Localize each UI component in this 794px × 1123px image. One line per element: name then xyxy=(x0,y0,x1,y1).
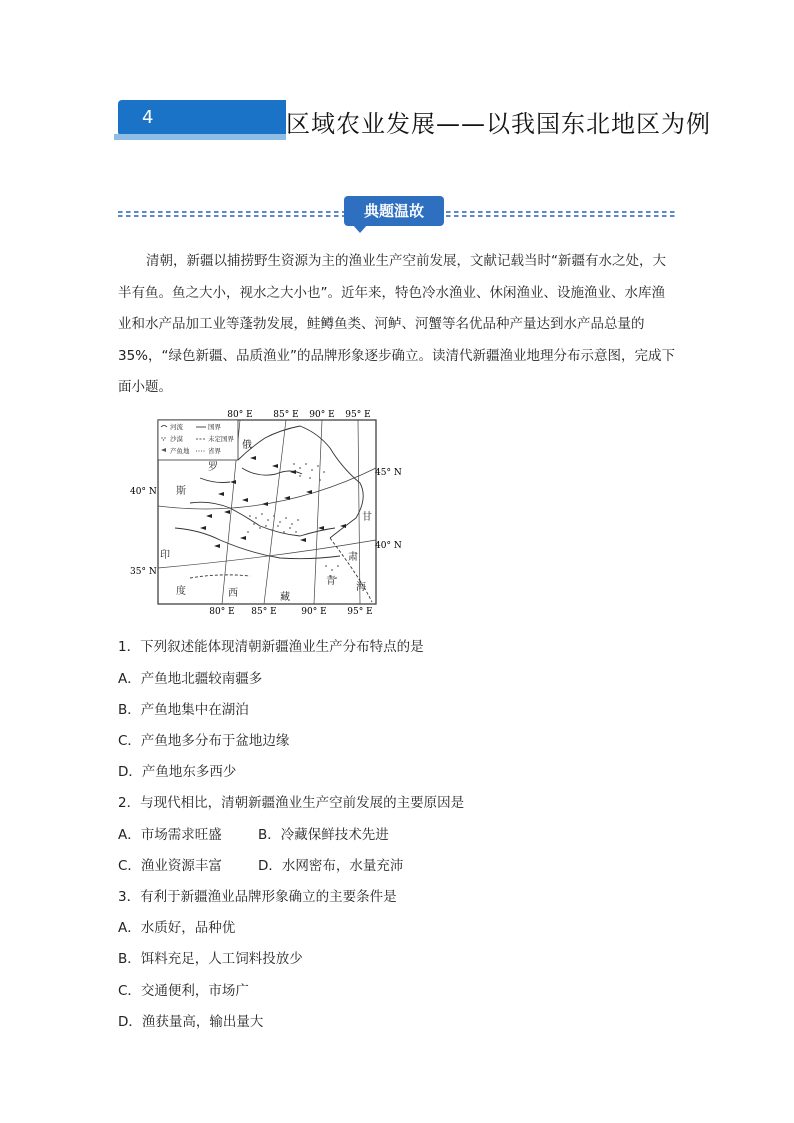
answer-option[interactable]: B．冷藏保鲜技术先进 xyxy=(258,827,389,843)
right-lat-label: 45° N xyxy=(375,468,402,478)
xinjiang-fishery-map xyxy=(130,408,402,617)
bottom-lon-label: 80° E xyxy=(209,607,235,617)
answer-option[interactable]: D．产鱼地东多西少 xyxy=(118,764,237,780)
reading-passage: 清朝，新疆以捕捞野生资源为主的渔业生产空前发展，文献记载当时“新疆有水之处，大半有鱼。鱼之大小，视水之大小也”。近年来，特色冷水渔业、休闲渔业、设施渔业、水库渔业和水产品加工业等蓬勃发展，鲑鳟鱼类、河鲈、河蟹等名优品种产量达到水产品总量的 35%，“绿色新疆、品质渔业”的品牌形象逐步确立。读清代新疆渔业地理分布示意图，完成下面小题。 xyxy=(118,253,675,395)
divider-right xyxy=(446,211,676,217)
map-label: 海 xyxy=(356,582,366,593)
legend-text: 国界 xyxy=(208,423,221,431)
top-lon-label: 80° E xyxy=(227,410,253,420)
map-label: 甘 xyxy=(362,512,372,523)
answer-option[interactable]: D．渔获量高，输出量大 xyxy=(118,1014,264,1030)
map-label: 西 xyxy=(228,588,238,599)
bottom-lon-label: 95° E xyxy=(347,607,373,617)
section-badge: 典题温故 xyxy=(344,196,444,226)
answer-option[interactable]: A．水质好，品种优 xyxy=(118,920,236,936)
answer-option[interactable]: B．产鱼地集中在湖泊 xyxy=(118,702,249,718)
top-lon-label: 85° E xyxy=(273,410,299,420)
map-label: 肃 xyxy=(348,552,358,563)
answer-option[interactable]: A．市场需求旺盛 xyxy=(118,827,222,843)
top-lon-label: 95° E xyxy=(345,410,371,420)
map-label: 度 xyxy=(176,586,186,597)
answer-option[interactable]: B．饵料充足，人工饲料投放少 xyxy=(118,951,303,967)
legend-text: 未定国界 xyxy=(208,435,234,443)
map-label: 俄 xyxy=(242,440,252,451)
top-lon-label: 90° E xyxy=(309,410,335,420)
divider-left xyxy=(118,211,344,217)
badge-shadow xyxy=(114,134,286,140)
bottom-lon-label: 85° E xyxy=(251,607,277,617)
answer-option[interactable]: C．交通便利，市场广 xyxy=(118,983,249,999)
map-label: 青 xyxy=(326,576,336,587)
chapter-title: 区域农业发展——以我国东北地区为例 xyxy=(286,110,711,138)
map-label: 斯 xyxy=(176,486,186,497)
map-label: 印 xyxy=(160,550,170,561)
question-stem: 1．下列叙述能体现清朝新疆渔业生产分布特点的是 xyxy=(118,639,424,655)
chapter-number: 4 xyxy=(142,107,154,128)
legend-text: 产鱼地 xyxy=(170,447,190,455)
left-lat-label: 40° N xyxy=(130,487,157,497)
section-badge-tail xyxy=(352,224,368,233)
left-lat-label: 35° N xyxy=(130,567,157,577)
right-lat-label: 40° N xyxy=(375,541,402,551)
answer-option[interactable]: C．产鱼地多分布于盆地边缘 xyxy=(118,733,290,749)
legend-text: 沙漠 xyxy=(170,435,183,443)
map-label: 罗 xyxy=(208,462,218,473)
bottom-lon-label: 90° E xyxy=(301,607,327,617)
map-label: 藏 xyxy=(280,592,290,603)
answer-option[interactable]: C．渔业资源丰富 xyxy=(118,858,222,874)
answer-option[interactable]: D．水网密布，水量充沛 xyxy=(258,858,404,874)
legend-text: 河流 xyxy=(170,423,183,431)
chapter-number-badge xyxy=(118,100,286,136)
answer-option[interactable]: A．产鱼地北疆较南疆多 xyxy=(118,671,263,687)
question-stem: 3．有利于新疆渔业品牌形象确立的主要条件是 xyxy=(118,889,397,905)
legend-text: 省界 xyxy=(208,447,221,455)
question-stem: 2．与现代相比，清朝新疆渔业生产空前发展的主要原因是 xyxy=(118,795,465,811)
